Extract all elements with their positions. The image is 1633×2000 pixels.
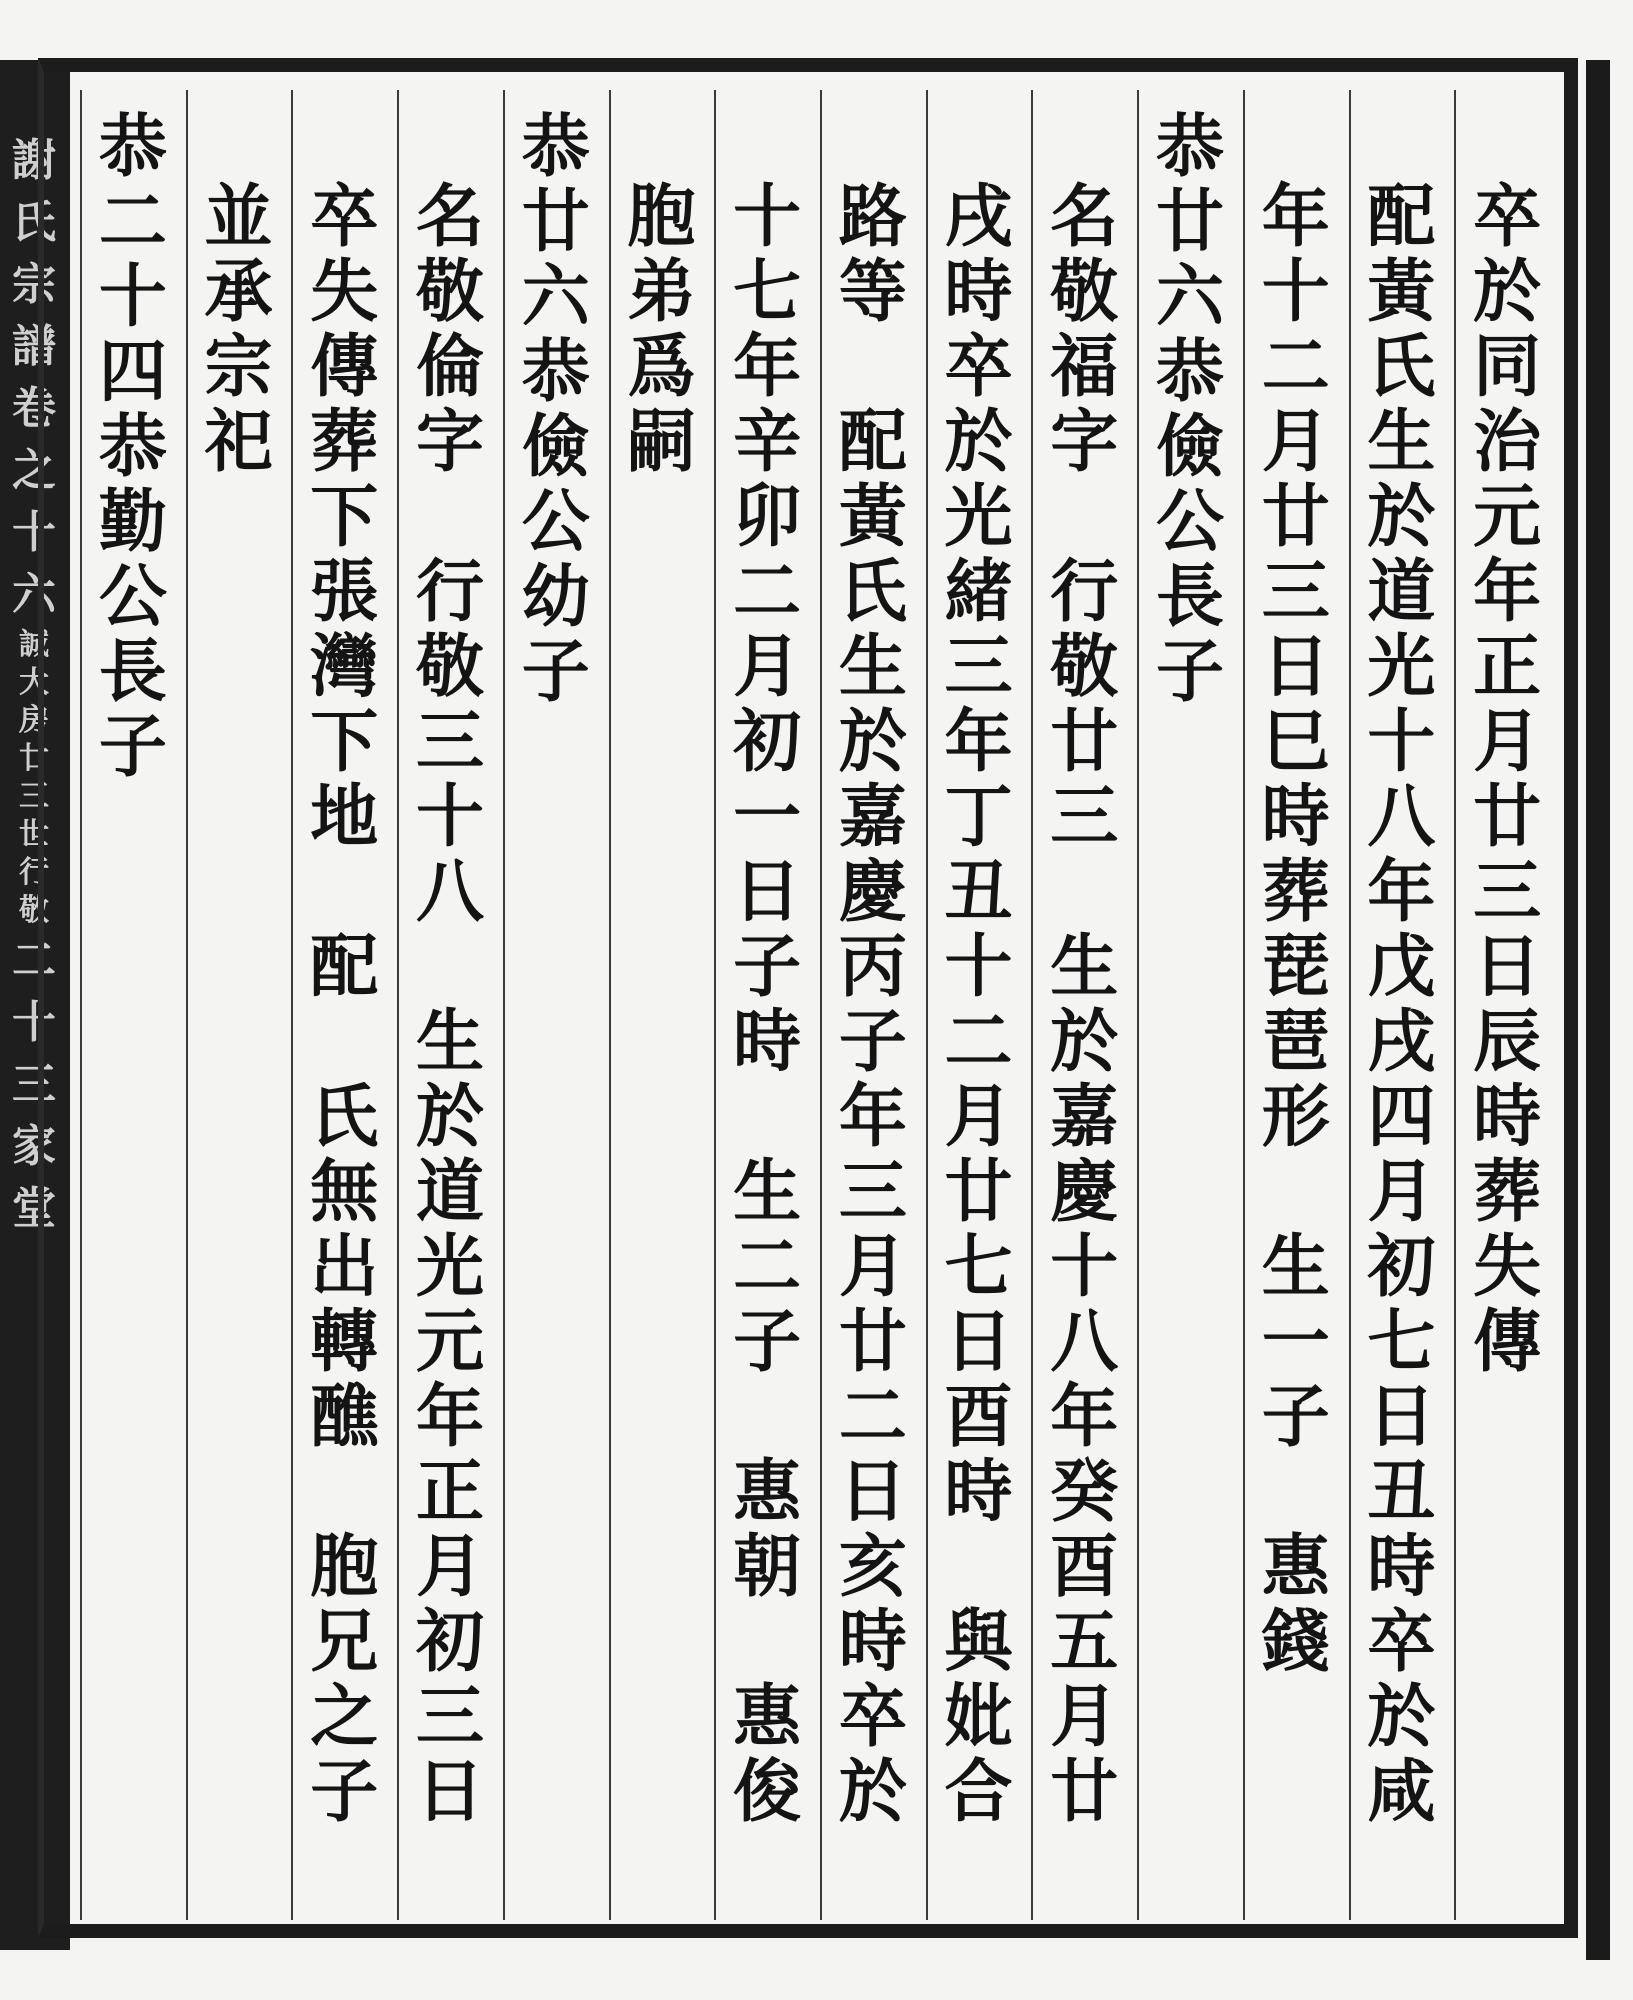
text-column-10 (506, 107, 606, 712)
gutter-title-text: 謝氏宗譜 (12, 135, 56, 372)
right-edge-band (1586, 60, 1610, 1960)
gutter-page-number: 二十 (12, 935, 56, 1048)
column-rule (926, 90, 928, 1920)
column-text: 胞 弟 爲 嗣 (627, 177, 696, 482)
text-column-8 (717, 177, 817, 1832)
column-rule (397, 90, 399, 1920)
gutter-hall-name: 三家堂 (12, 1059, 56, 1234)
column-text: 戌 時 卒 於 光 緒 三 年 丁 丑 十 二 月 廿 七 日 酉 時 與 妣 合 (944, 177, 1013, 1832)
text-column-13 (189, 177, 289, 482)
text-column-9 (611, 177, 711, 482)
column-rule (714, 90, 716, 1920)
column-text: 名 敬 福 字 行 敬 廿 三 生 於 嘉 慶 十 八 年 癸 酉 五 月 廿 (1050, 177, 1119, 1832)
gutter-note-text: 誠大房廿三世行敬 (19, 627, 49, 928)
column-text: 恭 廿 六 恭 儉 公 長 子 (1155, 107, 1224, 712)
text-column-7 (823, 177, 923, 1832)
column-rule (609, 90, 611, 1920)
text-column-1 (1457, 177, 1557, 1382)
text-column-4 (1140, 107, 1240, 712)
text-column-6 (929, 177, 1029, 1832)
text-column-12 (294, 177, 394, 1832)
text-column-5 (1034, 177, 1134, 1832)
column-text: 恭 二 十 四 恭 勤 公 長 子 (98, 107, 167, 787)
column-text: 卒 於 同 治 元 年 正 月 廿 三 日 辰 時 葬 失 傳 (1473, 177, 1542, 1382)
column-text: 名 敬 倫 字 行 敬 三 十 八 生 於 道 光 元 年 正 月 初 三 日 (415, 177, 484, 1832)
column-text: 十 七 年 辛 卯 二 月 初 一 日 子 時 生 二 子 惠 朝 惠 俊 (733, 177, 802, 1832)
column-text: 並 承 宗 祀 (204, 177, 273, 482)
column-rule (1349, 90, 1351, 1920)
column-rule (820, 90, 822, 1920)
column-rule (503, 90, 505, 1920)
column-rule (1137, 90, 1139, 1920)
column-rule (80, 90, 82, 1920)
text-column-11 (400, 177, 500, 1832)
column-text: 年 十 二 月 廿 三 日 巳 時 葬 琵 琶 形 生 一 子 惠 錢 (1261, 177, 1330, 1682)
column-rule (1031, 90, 1033, 1920)
text-column-14 (83, 107, 183, 787)
column-rule (1243, 90, 1245, 1920)
column-rule (1454, 90, 1456, 1920)
text-column-3 (1246, 177, 1346, 1682)
column-text: 配 黃 氏 生 於 道 光 十 八 年 戊 戌 四 月 初 七 日 丑 時 卒 於 咸 (1367, 177, 1436, 1832)
gutter-volume-text: 卷之十六 (12, 383, 56, 620)
text-column-2 (1351, 177, 1451, 1832)
column-rule (186, 90, 188, 1920)
column-text: 恭 廿 六 恭 儉 公 幼 子 (521, 107, 590, 712)
column-text: 卒 失 傳 葬 下 張 灣 下 地 配 氏 無 出 轉 醮 胞 兄 之 子 (310, 177, 379, 1832)
column-rule (291, 90, 293, 1920)
column-text: 路 等 配 黃 氏 生 於 嘉 慶 丙 子 年 三 月 廿 二 日 亥 時 卒 於 (838, 177, 907, 1832)
